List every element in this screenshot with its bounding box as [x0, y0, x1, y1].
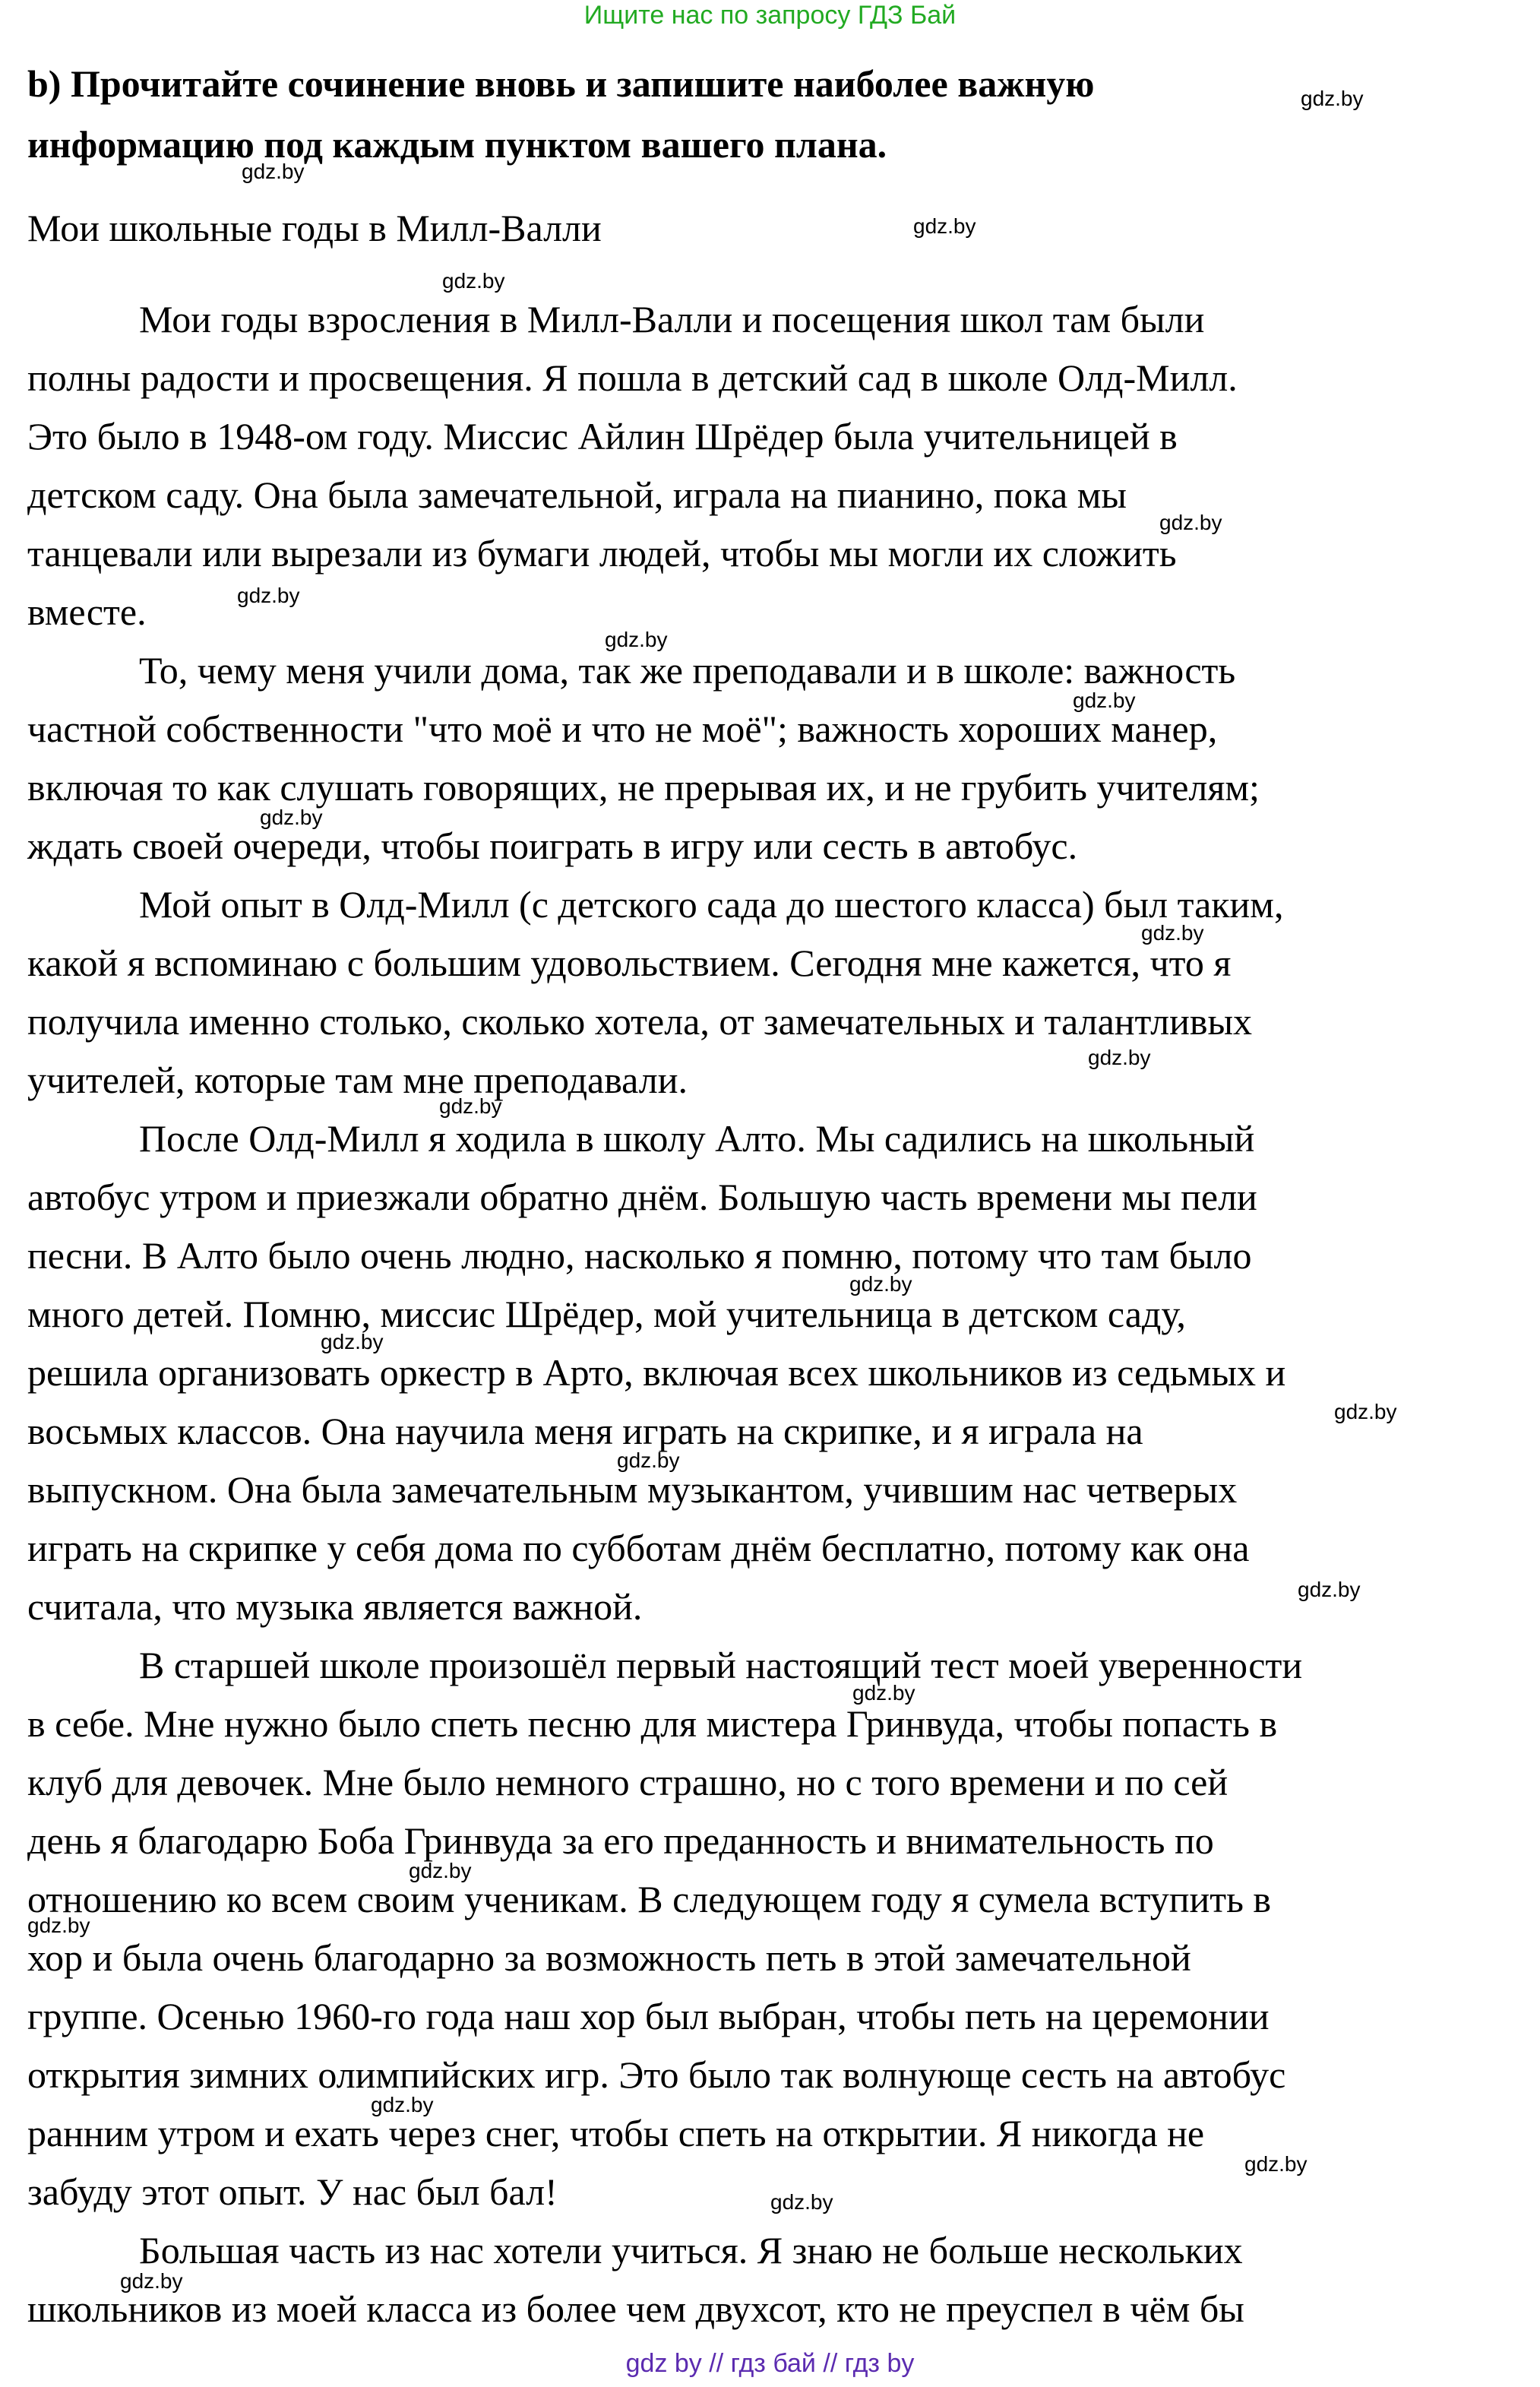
essay-line: В старшей школе произошёл первый настоящий тест моей уверенности	[139, 1644, 1303, 1686]
watermark: gdz.by	[1301, 87, 1364, 110]
essay-line: песни. В Алто было очень людно, насколько я помню, потому что там было	[27, 1234, 1252, 1277]
task-heading-line-2: информацию под каждым пунктом вашего плана.	[27, 123, 887, 166]
top-banner[interactable]: Ищите нас по запросу ГДЗ Бай	[583, 1, 957, 30]
watermark: gdz.by	[1088, 1046, 1151, 1069]
essay-line: включая то как слушать говорящих, не прерывая их, и не грубить учителям;	[27, 766, 1260, 809]
watermark: gdz.by	[1298, 1578, 1361, 1601]
watermark: gdz.by	[242, 160, 305, 183]
essay-line: детском саду. Она была замечательной, играла на пианино, пока мы	[27, 473, 1127, 516]
essay-line: получила именно столько, сколько хотела, от замечательных и талантливых	[27, 1000, 1253, 1043]
watermark: gdz.by	[913, 214, 976, 238]
essay-line: То, чему меня учили дома, так же преподавали и в школе: важность	[139, 649, 1236, 692]
essay-line: После Олд-Милл я ходила в школу Алто. Мы садились на школьный	[139, 1117, 1255, 1160]
watermark: gdz.by	[849, 1272, 912, 1296]
essay-line: день я благодарю Боба Гринвуда за его преданность и внимательность по	[27, 1819, 1214, 1862]
essay-line: вместе.	[27, 590, 147, 633]
essay-line: Мой опыт в Олд-Милл (с детского сада до шестого класса) был таким,	[139, 883, 1284, 926]
essay-line: ждать своей очереди, чтобы поиграть в игру или сесть в автобус.	[27, 825, 1078, 867]
essay-line: Большая часть из нас хотели учиться. Я знаю не больше нескольких	[139, 2229, 1243, 2271]
essay-line: учителей, которые там мне преподавали.	[27, 1059, 688, 1101]
essay-line: отношению ко всем своим ученикам. В следующем году я сумела вступить в	[27, 1878, 1272, 1920]
watermark: gdz.by	[237, 584, 300, 607]
watermark: gdz.by	[1073, 689, 1136, 712]
watermark: gdz.by	[1244, 2152, 1308, 2176]
essay-line: ранним утром и ехать через снег, чтобы спеть на открытии. Я никогда не	[27, 2112, 1205, 2154]
watermark: gdz.by	[321, 1330, 384, 1353]
task-heading-line-1: b) Прочитайте сочинение вновь и запишите наиболее важную	[27, 62, 1095, 105]
essay-line: считала, что музыка является важной.	[27, 1585, 643, 1628]
essay-line: какой я вспоминаю с большим удовольствием. Сегодня мне кажется, что я	[27, 942, 1232, 984]
essay-line: хор и была очень благодарно за возможность петь в этой замечательной	[27, 1936, 1191, 1979]
watermark: gdz.by	[27, 1914, 90, 1937]
watermark: gdz.by	[409, 1859, 472, 1882]
essay-line: школьников из моей класса из более чем двухсот, кто не преуспел в чём бы	[27, 2287, 1244, 2330]
watermark: gdz.by	[1141, 921, 1204, 945]
essay-line: Это было в 1948-ом году. Миссис Айлин Шрёдер была учительницей в	[27, 415, 1178, 457]
essay-line: клуб для девочек. Мне было немного страшно, но с того времени и по сей	[27, 1761, 1229, 1803]
essay-line: решила организовать оркестр в Арто, включая всех школьников из седьмых и	[27, 1351, 1286, 1394]
essay-title: Мои школьные годы в Милл-Валли	[27, 207, 602, 249]
essay-line: забуду этот опыт. У нас был бал!	[27, 2170, 558, 2213]
essay-line: выпускном. Она была замечательным музыкантом, учившим нас четверых	[27, 1468, 1238, 1511]
watermark: gdz.by	[371, 2093, 434, 2116]
watermark: gdz.by	[439, 1094, 502, 1118]
watermark: gdz.by	[120, 2269, 183, 2293]
watermark: gdz.by	[1159, 511, 1222, 534]
watermark: gdz.by	[442, 269, 505, 293]
essay-line: играть на скрипке у себя дома по субботам днём бесплатно, потому как она	[27, 1527, 1250, 1569]
essay-line: в себе. Мне нужно было спеть песню для мистера Гринвуда, чтобы попасть в	[27, 1702, 1278, 1745]
watermark: gdz.by	[852, 1681, 915, 1705]
essay-line: автобус утром и приезжали обратно днём. Большую часть времени мы пели	[27, 1176, 1257, 1218]
watermark: gdz.by	[605, 628, 668, 651]
watermark: gdz.by	[1334, 1400, 1397, 1423]
essay-line: восьмых классов. Она научила меня играть на скрипке, и я играла на	[27, 1410, 1143, 1452]
footer-links[interactable]: gdz by // гдз бай // гдз by	[625, 2349, 915, 2378]
watermark: gdz.by	[260, 806, 323, 829]
essay-line: танцевали или вырезали из бумаги людей, чтобы мы могли их сложить	[27, 532, 1177, 575]
essay-line: полны радости и просвещения. Я пошла в детский сад в школе Олд-Милл.	[27, 356, 1238, 399]
essay-line: частной собственности "что моё и что не моё"; важность хороших манер,	[27, 708, 1218, 750]
task-heading	[27, 53, 1304, 175]
watermark: gdz.by	[770, 2190, 833, 2214]
essay-line: Мои годы взросления в Милл-Валли и посещения школ там были	[139, 298, 1205, 340]
essay-line: открытия зимних олимпийских игр. Это было так волнующе сесть на автобус	[27, 2053, 1286, 2096]
watermark: gdz.by	[617, 1448, 680, 1472]
essay-line: группе. Осенью 1960-го года наш хор был выбран, чтобы петь на церемонии	[27, 1995, 1270, 2037]
essay-line: много детей. Помню, миссис Шрёдер, мой учительница в детском саду,	[27, 1293, 1186, 1335]
